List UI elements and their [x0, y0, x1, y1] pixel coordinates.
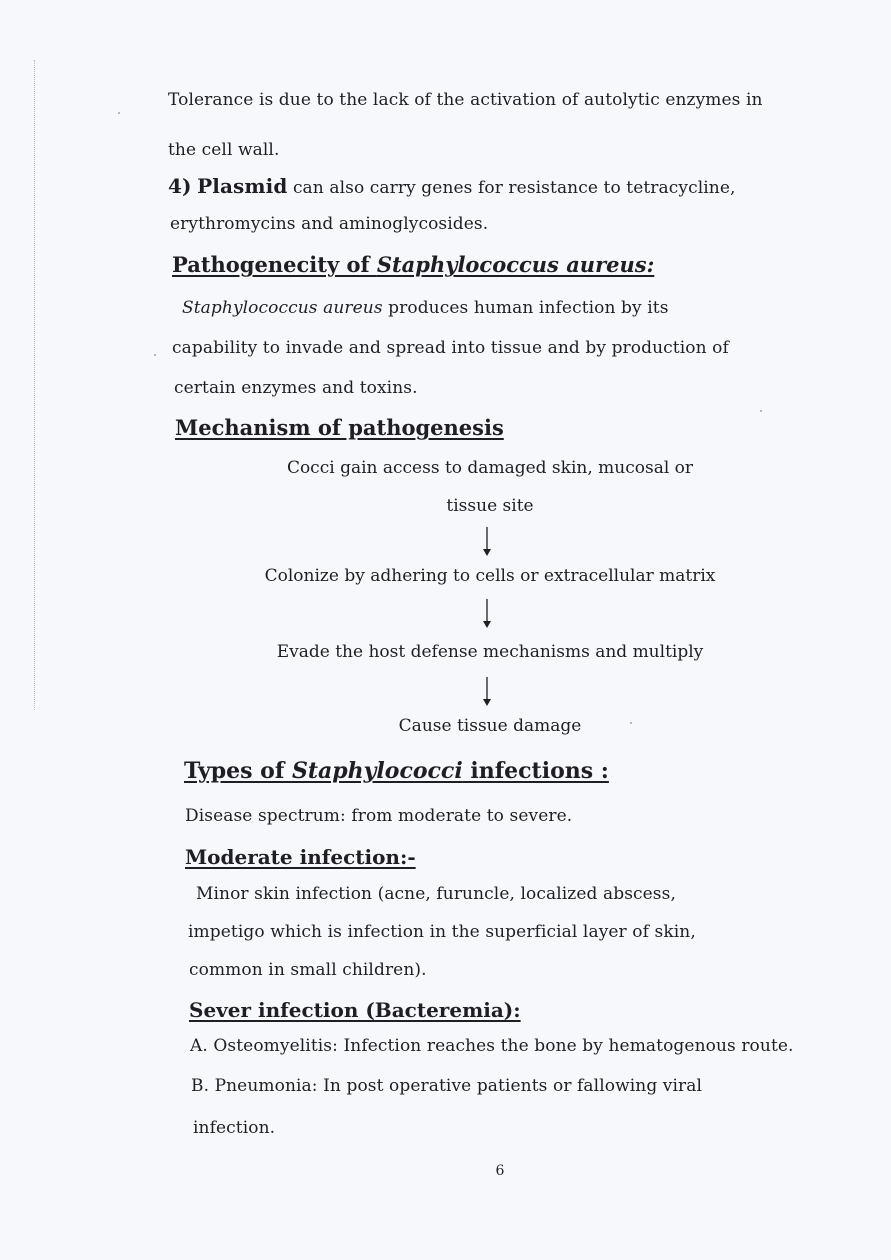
- scan-margin-line: [34, 60, 35, 710]
- scan-speck: [154, 354, 156, 356]
- plasmid-line-2: erythromycins and aminoglycosides.: [170, 214, 489, 234]
- plasmid-line-1: [168, 174, 736, 198]
- pathogenicity-line-2: capability to invade and spread into tissue and by production of: [172, 338, 729, 358]
- heading-moderate-infection: Moderate infection:-: [185, 845, 416, 869]
- pathogenicity-line-1: [182, 298, 669, 318]
- flow-arrow-down-icon: [480, 598, 494, 630]
- flow-step-3: Evade the host defense mechanisms and multiply: [276, 642, 704, 662]
- plasmid-number: 4): [168, 174, 192, 198]
- tolerance-line-1: Tolerance is due to the lack of the activation of autolytic enzymes in: [168, 90, 763, 110]
- scan-speck: [760, 410, 762, 412]
- flow-step-2: Colonize by adhering to cells or extracellular matrix: [264, 566, 716, 586]
- flow-step-1-line-1: Cocci gain access to damaged skin, mucosal or: [286, 458, 694, 478]
- flow-step-4: Cause tissue damage: [398, 716, 582, 736]
- severe-item-b-line-2: infection.: [193, 1118, 276, 1138]
- plasmid-term: Plasmid: [197, 174, 288, 198]
- page-number: 6: [495, 1163, 505, 1179]
- pathogenicity-organism: Staphylococcus aureus: [182, 298, 383, 318]
- pathogenicity-line-1-rest: produces human infection by its: [382, 298, 669, 318]
- flow-arrow-down-icon: [480, 526, 494, 558]
- moderate-line-1: Minor skin infection (acne, furuncle, localized abscess,: [196, 884, 676, 904]
- disease-spectrum-text: Disease spectrum: from moderate to severe.: [185, 806, 573, 826]
- flow-arrow-down-icon: [480, 676, 494, 708]
- plasmid-line-1-rest: can also carry genes for resistance to tetracycline,: [292, 178, 736, 198]
- heading-types-suffix: infections :: [462, 758, 609, 784]
- heading-pathogenicity: [172, 252, 654, 277]
- heading-types: [184, 758, 609, 784]
- moderate-line-2: impetigo which is infection in the superficial layer of skin,: [188, 922, 696, 942]
- severe-item-a: A. Osteomyelitis: Infection reaches the bone by hematogenous route.: [190, 1036, 794, 1056]
- heading-types-organism: Staphylococci: [291, 758, 463, 784]
- pathogenicity-line-3: certain enzymes and toxins.: [174, 378, 418, 398]
- heading-pathogenicity-organism: Staphylococcus aureus:: [376, 252, 655, 277]
- severe-item-b-line-1: B. Pneumonia: In post operative patients or fallowing viral: [191, 1076, 703, 1096]
- heading-pathogenicity-prefix: Pathogenecity of: [172, 252, 377, 277]
- heading-severe-infection: Sever infection (Bacteremia):: [189, 998, 521, 1022]
- scan-speck: [118, 112, 120, 114]
- heading-types-prefix: Types of: [184, 758, 292, 784]
- heading-mechanism: Mechanism of pathogenesis: [175, 415, 504, 440]
- flow-step-1-line-2: tissue site: [446, 496, 534, 516]
- tolerance-line-2: the cell wall.: [168, 140, 280, 160]
- moderate-line-3: common in small children).: [189, 960, 427, 980]
